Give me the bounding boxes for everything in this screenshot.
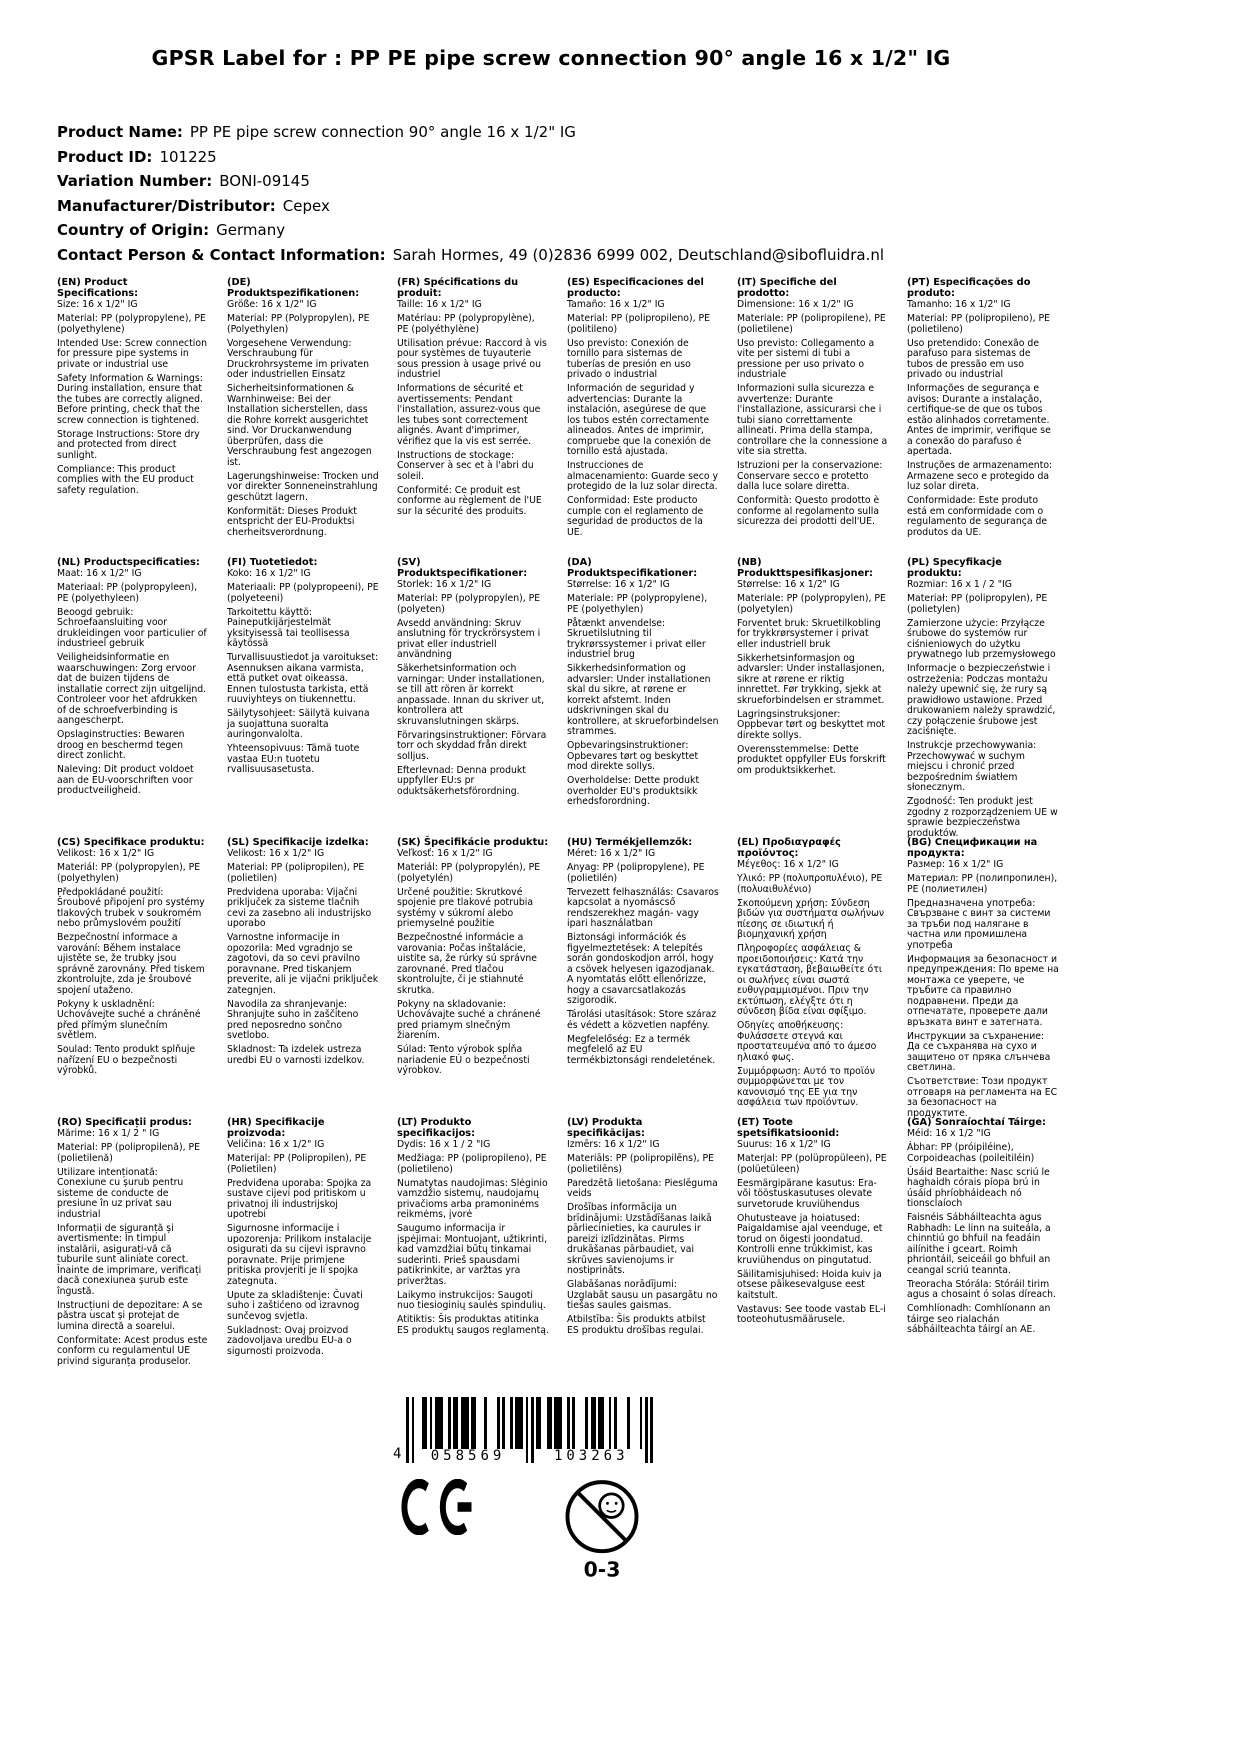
spec-paragraph: Biztonsági információk és figyelmeztetések: A telepítés során gondoskodjon arról, hogy a csövek helyesen igazodjanak. A nyomtatás előtt ellenőrizze, hogy a csavarcsatlakozás szigorodik. bbox=[567, 932, 715, 1007]
spec-heading: (PL) Specyfikacje produktu: bbox=[907, 557, 1002, 580]
spec-paragraph: Anyag: PP (polipropylene), PE (polietilén) bbox=[567, 862, 705, 884]
spec-paragraph: Úsáid Beartaithe: Nasc scriú le haghaidh córais píopa brú in úsáid phríobháideach nó tionsclaíoch bbox=[907, 1166, 1050, 1210]
spec-paragraph: Materiale: PP (polypropylene), PE (polyethylen) bbox=[567, 593, 708, 615]
ce-mark-icon bbox=[401, 1479, 475, 1535]
spec-paragraph: Predvidena uporaba: Vijačni priključek za sisteme tlačnih cevi za zasebno ali industrijsko uporabo bbox=[227, 886, 372, 930]
manufacturer-value: Cepex bbox=[282, 196, 330, 215]
spec-paragraph: Konformität: Dieses Produkt entspricht der EU-Produktsi cherheitsverordnung. bbox=[227, 505, 357, 538]
spec-paragraph: Utilizare intenționată: Conexiune cu șurub pentru sisteme de conducte de presiune în uz privat sau industrial bbox=[57, 1166, 184, 1220]
spec-block-cs bbox=[57, 837, 209, 1117]
spec-paragraph: Størrelse: 16 x 1/2" IG bbox=[567, 579, 670, 591]
spec-paragraph: Tamaño: 16 x 1/2" IG bbox=[567, 299, 665, 311]
spec-paragraph: Säilitamisjuhised: Hoida kuiv ja otsese päikesevalguse eest kaitstult. bbox=[737, 1268, 882, 1301]
spec-paragraph: Información de seguridad y advertencias: Durante la instalación, asegúrese de que los tubos estén correctamente alineados. Antes de imprimir, compruebe que la conexión de tornillo está ajustada. bbox=[567, 383, 711, 458]
spec-block-ro bbox=[57, 1117, 209, 1397]
spec-paragraph: Sigurnosne informacije i upozorenja: Prilikom instalacije osigurati da su cijevi ispravno poravnate. Prije primjene pritiska provjeriti je li spojka zategnuta. bbox=[227, 1223, 372, 1287]
spec-paragraph: Rozmiar: 16 x 1 / 2 "IG bbox=[907, 579, 1012, 591]
spec-paragraph: Koko: 16 x 1/2" IG bbox=[227, 568, 311, 580]
spec-paragraph: Paredzētā lietošana: Pieslēguma veids bbox=[567, 1177, 718, 1200]
spec-paragraph: Numatytas naudojimas: Slėginio vamzdžio sistemų, naudojamų privačioms arba pramoninėms reikmėms, įvorė bbox=[397, 1177, 548, 1221]
spec-paragraph: Upute za skladištenje: Čuvati suho i zaštićeno od izravnog sunčevog svjetla. bbox=[227, 1289, 363, 1322]
spec-paragraph: Материал: PP (полипропилен), PE (полиетилен) bbox=[907, 873, 1058, 895]
spec-paragraph: Veličina: 16 x 1/2" IG bbox=[227, 1139, 325, 1151]
spec-paragraph: Utilisation prévue: Raccord à vis pour systèmes de tuyauterie sous pression à usage privé ou industriel bbox=[397, 337, 547, 381]
contact-label: Contact Person & Contact Information: bbox=[57, 245, 386, 264]
spec-paragraph: Opbevaringsinstruktioner: Opbevares tørt og beskyttet mod direkte sollys. bbox=[567, 740, 699, 773]
spec-block-hr bbox=[227, 1117, 379, 1397]
spec-block-da bbox=[567, 557, 719, 837]
spec-paragraph: Soulad: Tento produkt splňuje nařízení EU o bezpečnosti výrobků. bbox=[57, 1044, 196, 1077]
spec-paragraph: Laikymo instrukcijos: Saugoti nuo tiesioginių saulės spindulių. bbox=[397, 1289, 546, 1312]
spec-paragraph: Storage Instructions: Store dry and protected from direct sunlight. bbox=[57, 428, 200, 461]
spec-paragraph: Material: PP (polipropileno), PE (polietileno) bbox=[907, 313, 1050, 335]
spec-block-fi bbox=[227, 557, 379, 837]
spec-heading: (FI) Tuotetiedot: bbox=[227, 557, 318, 568]
spec-paragraph: Velikost: 16 x 1/2" IG bbox=[227, 848, 325, 860]
compliance-marks bbox=[401, 1479, 1241, 1581]
spec-paragraph: Påtænkt anvendelse: Skruetilslutning til trykrørssystemer i privat eller industriel brug bbox=[567, 617, 706, 661]
spec-block-el bbox=[737, 837, 889, 1117]
spec-paragraph: Atitiktis: Šis produktas atitinka ES produktų saugos reglamentą. bbox=[397, 1314, 549, 1336]
spec-paragraph: Tervezett felhasználás: Csavaros kapcsolat a nyomáscső rendszerekhez magán- vagy ipari használatban bbox=[567, 886, 719, 930]
product-name-row bbox=[57, 120, 1241, 145]
country-of-origin-row bbox=[57, 218, 1241, 243]
spec-paragraph: Zamierzone użycie: Przyłącze śrubowe do systemów rur ciśnieniowych do użytku prywatnego lub przemysłowego bbox=[907, 617, 1056, 661]
spec-paragraph: Veľkosť: 16 x 1/2" IG bbox=[397, 848, 493, 860]
spec-block-sl bbox=[227, 837, 379, 1117]
spec-paragraph: Materijal: PP (Polipropilen), PE (Polietilen) bbox=[227, 1153, 367, 1175]
spec-paragraph: Tárolási utasítások: Store száraz és védett a közvetlen napfény. bbox=[567, 1009, 717, 1031]
spec-paragraph: Informazioni sulla sicurezza e avvertenze: Durante l'installazione, assicurarsi che i tubi siano correttamente allineati. Prima della stampa, controllare che la connessione a vite sia stretta. bbox=[737, 383, 888, 458]
barcode-left-group: 058569 bbox=[430, 1448, 506, 1464]
spec-heading: (ET) Toote spetsifikatsioonid: bbox=[737, 1117, 840, 1140]
spec-paragraph: Materiaali: PP (polypropeeni), PE (polyeteeni) bbox=[227, 582, 379, 604]
spec-paragraph: Size: 16 x 1/2" IG bbox=[57, 299, 138, 311]
spec-heading: (IT) Specifiche del prodotto: bbox=[737, 277, 837, 300]
barcode-right-group: 103263 bbox=[553, 1448, 629, 1464]
spec-paragraph: Οδηγίες αποθήκευσης: Φυλάσσετε στεγνά και προστατευμένα από το άμεσο ηλιακό φως. bbox=[737, 1020, 877, 1063]
spec-paragraph: Overensstemmelse: Dette produktet oppfyller EUs forskrift om produktsikkerhet. bbox=[737, 743, 886, 776]
spec-paragraph: Säilytysohjeet: Säilytä kuivana ja suojattuna suoralta auringonvalolta. bbox=[227, 708, 370, 741]
spec-block-it bbox=[737, 277, 889, 557]
spec-block-en bbox=[57, 277, 209, 557]
spec-paragraph: Izmērs: 16 x 1/2" IG bbox=[567, 1139, 660, 1151]
spec-paragraph: Faisnéis Sábháilteachta agus Rabhadh: Le linn na suiteála, a chinntiú go bhfuil na feadáin ailínithe i gceart. Roimh phriontáil, seiceáil go bhfuil an ceangal scriú teannta. bbox=[907, 1212, 1051, 1276]
spec-paragraph: Σκοπούμενη χρήση: Σύνδεση βιδών για συστήματα σωλήνων πίεσης σε ιδιωτική ή βιομηχανική χρήση bbox=[737, 897, 885, 941]
product-id-value: 101225 bbox=[159, 147, 217, 166]
spec-paragraph: Информация за безопасност и предупреждения: По време на монтажа се уверете, че тръбите са правилно подравнени. Преди да отпечатате, проверете дали връзката винт е затегната. bbox=[907, 953, 1059, 1028]
spec-paragraph: Skladnost: Ta izdelek ustreza uredbi EU o varnosti izdelkov. bbox=[227, 1044, 365, 1066]
spec-block-nl bbox=[57, 557, 209, 837]
contact-row bbox=[57, 243, 1241, 268]
spec-paragraph: Materiāls: PP (polipropilēns), PE (polietilēns) bbox=[567, 1153, 714, 1175]
spec-paragraph: Инструкции за съхранение: Да се съхранява на сухо и защитено от пряка слънчева светлина. bbox=[907, 1030, 1051, 1074]
spec-paragraph: Material: PP (polipropilen), PE (polietilen) bbox=[227, 862, 365, 884]
spec-heading: (PT) Especificações do produto: bbox=[907, 277, 1031, 300]
manufacturer-label: Manufacturer/Distributor: bbox=[57, 196, 276, 215]
spec-paragraph: Materiał: PP (polipropylen), PE (polietylen) bbox=[907, 593, 1048, 615]
spec-paragraph: Opslaginstructies: Bewaren droog en beschermd tegen direct zonlicht. bbox=[57, 729, 185, 762]
spec-paragraph: Μέγεθος: 16 x 1/2" IG bbox=[737, 859, 839, 871]
spec-paragraph: Tarkoitettu käyttö: Paineputkijärjestelmät yksityisessä tai teollisessa käytössä bbox=[227, 606, 350, 650]
spec-paragraph: Predviđena uporaba: Spojka za sustave cijevi pod pritiskom u privatnoj ili industrijskoj upotrebi bbox=[227, 1177, 372, 1221]
manufacturer-row bbox=[57, 194, 1241, 219]
spec-paragraph: Dimensione: 16 x 1/2" IG bbox=[737, 299, 854, 311]
spec-paragraph: Dydis: 16 x 1 / 2 "IG bbox=[397, 1139, 491, 1151]
spec-paragraph: Navodila za shranjevanje: Shranjujte suho in zaščiteno pred neposredno sončno svetlobo. bbox=[227, 998, 359, 1042]
spec-paragraph: Glabāšanas norādījumi: Uzglabāt sausu un pasargātu no tiešas saules gaismas. bbox=[567, 1279, 718, 1312]
spec-paragraph: Materiale: PP (polipropilene), PE (polietilene) bbox=[737, 313, 886, 335]
spec-heading: (RO) Specificații produs: bbox=[57, 1117, 192, 1128]
product-id-row bbox=[57, 145, 1241, 170]
spec-heading: (CS) Specifikace produktu: bbox=[57, 837, 205, 848]
spec-paragraph: Pokyny na skladovanie: Uchovávajte suché a chránené pred priamym slnečným žiarením. bbox=[397, 998, 541, 1042]
spec-paragraph: Informacje o bezpieczeństwie i ostrzeżenia: Podczas montażu należy upewnić się, że rury są prawidłowo ustawione. Przed drukowaniem należy sprawdzić, czy połączenie śrubowe jest zaciśnięte. bbox=[907, 663, 1056, 738]
spec-paragraph: Förvaringsinstruktioner: Förvara torr och skyddad från direkt solljus. bbox=[397, 729, 547, 762]
spec-paragraph: Informações de segurança e avisos: Durante a instalação, certifique-se de que os tubos estão alinhados corretamente. Antes de imprimir, verifique se a conexão do parafuso é apertada. bbox=[907, 383, 1051, 458]
age-warning-label: 0-3 bbox=[583, 1557, 621, 1581]
spec-block-lv bbox=[567, 1117, 719, 1397]
spec-paragraph: Materiale: PP (polypropylen), PE (polyetylen) bbox=[737, 593, 886, 615]
spec-paragraph: Comhlíonadh: Comhlíonann an táirge seo rialachán sábháilteachta táirgí an AE. bbox=[907, 1303, 1051, 1336]
spec-paragraph: Uso previsto: Conexión de tornillo para sistemas de tuberías de presión en uso privado o industrial bbox=[567, 337, 691, 381]
spec-paragraph: Treoracha Stórála: Stóráil tirim agus a chosaint ó solas díreach. bbox=[907, 1278, 1056, 1301]
spec-heading: (LV) Produkta specifikācijas: bbox=[567, 1117, 645, 1140]
spec-paragraph: Overholdelse: Dette produkt overholder EU's produktsikk erhedsforordning. bbox=[567, 775, 700, 808]
spec-heading: (SK) Špecifikácie produktu: bbox=[397, 837, 549, 848]
spec-paragraph: Säkerhetsinformation och varningar: Under installationen, se till att rören är korrekt anpassade. Innan du skriver ut, kontrollera att skruvanslutningen skärps. bbox=[397, 663, 545, 727]
spec-paragraph: Conformité: Ce produit est conforme au règlement de l'UE sur la sécurité des produits. bbox=[397, 484, 542, 517]
spec-block-nb bbox=[737, 557, 889, 837]
spec-paragraph: Συμμόρφωση: Αυτό το προϊόν συμμορφώνεται με τον κανονισμό της ΕΕ για την ασφάλεια των προϊόντων. bbox=[737, 1065, 875, 1109]
spec-paragraph: Materiaal: PP (polypropyleen), PE (polyethyleen) bbox=[57, 582, 198, 604]
spec-paragraph: Turvallisuustiedot ja varoitukset: Asennuksen aikana varmista, että putket ovat oikeassa. Ennen tulostusta tarkista, että ruuviyhteys on tiukennettu. bbox=[227, 652, 379, 706]
spec-paragraph: Mărime: 16 x 1/ 2 " IG bbox=[57, 1128, 160, 1140]
spec-paragraph: Ábhar: PP (próipiléine), Corpoideachas (poileitiléin) bbox=[907, 1142, 1035, 1164]
spec-block-fr bbox=[397, 277, 549, 557]
variation-number-row bbox=[57, 169, 1241, 194]
spec-heading: (ES) Especificaciones del producto: bbox=[567, 277, 704, 300]
spec-paragraph: Uso pretendido: Conexão de parafuso para sistemas de tubos de pressão em uso privado ou industrial bbox=[907, 337, 1040, 381]
spec-paragraph: Suurus: 16 x 1/2" IG bbox=[737, 1139, 831, 1151]
footer bbox=[393, 1397, 1241, 1581]
spec-paragraph: Materjal: PP (polüpropüleen), PE (polüetüleen) bbox=[737, 1153, 887, 1175]
country-of-origin-label: Country of Origin: bbox=[57, 221, 210, 239]
spec-paragraph: Eesmärgipärane kasutus: Era- või tööstuskasutuses olevate survetorude kruviühendus bbox=[737, 1177, 877, 1210]
spec-paragraph: Sikkerhedsinformation og advarsler: Under installationen skal du sikre, at rørene er korrekt afstemt. Inden udskrivningen skal du kontrollere, at skrueforbindelsen strammes. bbox=[567, 663, 719, 738]
spec-paragraph: Bezpečnostní informace a varování: Během instalace ujistěte se, že trubky jsou správně zarovnány. Před tiskem zkontrolujte, zda je šroubové spojení utaženo. bbox=[57, 932, 205, 996]
spec-paragraph: Uso previsto: Collegamento a vite per sistemi di tubi a pressione per uso privato o industriale bbox=[737, 337, 875, 381]
ean-barcode bbox=[393, 1397, 653, 1463]
spec-heading: (SV) Produktspecifikationer: bbox=[397, 557, 528, 580]
spec-block-de bbox=[227, 277, 379, 557]
spec-paragraph: Méid: 16 x 1/2 "IG bbox=[907, 1128, 991, 1140]
spec-heading: (EN) Product Specifications: bbox=[57, 277, 139, 300]
spec-paragraph: Vorgesehene Verwendung: Verschraubung für Druckrohrsysteme im privaten oder industriellen Einsatz bbox=[227, 337, 370, 381]
barcode-first-digit: 4 bbox=[393, 1446, 402, 1462]
spec-paragraph: Informații de siguranță și avertismente: În timpul instalării, asigurați-vă că tuburile sunt aliniate corect. Înainte de imprimare, verificați dacă conexiunea șurub este îngustă. bbox=[57, 1222, 202, 1297]
spec-block-sk bbox=[397, 837, 549, 1117]
spec-block-lt bbox=[397, 1117, 549, 1397]
spec-block-bg bbox=[907, 837, 1059, 1117]
spec-paragraph: Matériau: PP (polypropylène), PE (polyéthylène) bbox=[397, 313, 535, 335]
spec-paragraph: Naleving: Dit product voldoet aan de EU-voorschriften voor productveiligheid. bbox=[57, 764, 194, 797]
spec-paragraph: Drošības informācija un brīdinājumi: Uzstādīšanas laikā pārliecinieties, ka caurules ir pareizi izlīdzinātas. Pirms drukāšanas pārbaudiet, vai skrūves savienojums ir nostiprināts. bbox=[567, 1202, 712, 1277]
spec-heading: (HU) Termékjellemzők: bbox=[567, 837, 693, 848]
spec-paragraph: Størrelse: 16 x 1/2" IG bbox=[737, 579, 840, 591]
spec-heading: (DA) Produktspecifikationer: bbox=[567, 557, 698, 580]
spec-paragraph: Conformidad: Este producto cumple con el reglamento de seguridad de productos de la UE. bbox=[567, 495, 704, 538]
spec-heading: (LT) Produkto specifikacijos: bbox=[397, 1117, 476, 1140]
spec-paragraph: Megfelelőség: Ez a termék megfelelő az EU termékbiztonsági rendeletének. bbox=[567, 1033, 716, 1066]
spec-paragraph: Πληροφορίες ασφάλειας & προειδοποιήσεις: Κατά την εγκατάσταση, βεβαιωθείτε ότι οι σωλήνες είναι σωστά ευθυγραμμισμένοι. Πριν την εκτύπωση, ελέγξτε ότι η σύνδεση βίδα είναι σφίξιμο. bbox=[737, 943, 882, 1018]
spec-paragraph: Veiligheidsinformatie en waarschuwingen: Zorg ervoor dat de buizen tijdens de installatie correct zijn uitgelijnd. Controleer voor het afdrukken of de schroefverbinding is aangescherpt. bbox=[57, 652, 207, 727]
spec-paragraph: Предназначена употреба: Свързване с винт за системи за тръби под налягане в частна или промишлена употреба bbox=[907, 897, 1051, 951]
contact-value: Sarah Hormes, 49 (0)2836 6999 002, Deutschland@sibofluidra.nl bbox=[392, 245, 884, 264]
spec-block-es bbox=[567, 277, 719, 557]
spec-paragraph: Medžiaga: PP (polipropileno), PE (polietileno) bbox=[397, 1153, 547, 1175]
country-of-origin-value: Germany bbox=[216, 221, 286, 239]
spec-paragraph: Safety Information & Warnings: During installation, ensure that the tubes are correctly aligned. Before printing, check that the screw connection is tightened. bbox=[57, 372, 203, 426]
barcode-digits bbox=[406, 1448, 652, 1464]
spec-paragraph: Material: PP (polipropileno), PE (politileno) bbox=[567, 313, 710, 335]
age-warning-0-3-icon bbox=[561, 1479, 643, 1581]
spec-heading: (DE) Produktspezifikationen: bbox=[227, 277, 360, 300]
spec-paragraph: Určené použitie: Skrutkové spojenie pre tlakové potrubia systémy v súkromí alebo priemyselné použitie bbox=[397, 886, 534, 930]
spec-paragraph: Méret: 16 x 1/2" IG bbox=[567, 848, 656, 860]
spec-paragraph: Sukladnost: Ovaj proizvod zadovoljava uredbu EU-a o sigurnosti proizvoda. bbox=[227, 1324, 352, 1357]
spec-paragraph: Taille: 16 x 1/2" IG bbox=[397, 299, 482, 311]
spec-paragraph: Maat: 16 x 1/2" IG bbox=[57, 568, 142, 580]
spec-paragraph: Compliance: This product complies with the EU product safety regulation. bbox=[57, 463, 194, 496]
spec-paragraph: Yhteensopivuus: Tämä tuote vastaa EU:n tuotetu rvallisuusasetusta. bbox=[227, 743, 360, 776]
product-info bbox=[57, 120, 1241, 267]
spec-paragraph: Bezpečnostné informácie a varovania: Počas inštalácie, uistite sa, že rúrky sú správne zarovnané. Pred tlačou skontrolujte, či je stiahnuté skrutka. bbox=[397, 932, 537, 996]
spec-paragraph: Varnostne informacije in opozorila: Med vgradnjo se zagotovi, da so cevi pravilno poravnane. Pred tiskanjem preverite, ali je vijačni priključek zategnjen. bbox=[227, 932, 379, 996]
barcode-main bbox=[406, 1397, 652, 1463]
spec-heading: (HR) Specifikacije proizvoda: bbox=[227, 1117, 325, 1140]
spec-block-et bbox=[737, 1117, 889, 1397]
spec-paragraph: Informations de sécurité et avertissements: Pendant l'installation, assurez-vous que les tubes sont correctement alignés. Avant d'imprimer, vérifiez que la vis est serrée. bbox=[397, 383, 541, 447]
spec-paragraph: Zgodność: Ten produkt jest zgodny z rozporządzeniem UE w sprawie bezpieczeństwa produktów. bbox=[907, 796, 1058, 839]
spec-paragraph: Размер: 16 x 1/2" IG bbox=[907, 859, 1004, 871]
spec-block-pl bbox=[907, 557, 1059, 837]
spec-paragraph: Materiál: PP (polypropylen), PE (polyethylen) bbox=[57, 862, 201, 884]
spec-paragraph: Instruções de armazenamento: Armazene seco e protegido da luz solar direta. bbox=[907, 460, 1053, 493]
spec-block-pt bbox=[907, 277, 1059, 557]
spec-paragraph: Istruzioni per la conservazione: Conservare secco e protetto dalla luce solare diretta. bbox=[737, 460, 883, 493]
spec-block-hu bbox=[567, 837, 719, 1117]
spec-paragraph: Lagringsinstruksjoner: Oppbevar tørt og beskyttet mot direkte sollys. bbox=[737, 708, 886, 741]
spec-paragraph: Súlad: Tento výrobok spĺňa nariadenie EÚ o bezpečnosti výrobkov. bbox=[397, 1044, 530, 1077]
spec-paragraph: Sikkerhetsinformasjon og advarsler: Under installasjonen, sikre at rørene er riktig innrettet. Før trykking, sjekk at skrueforbindelsen er strammet. bbox=[737, 652, 885, 706]
spec-paragraph: Vastavus: See toode vastab EL-i tooteohutusmäärusele. bbox=[737, 1303, 886, 1326]
product-id-label: Product ID: bbox=[57, 147, 153, 166]
spec-paragraph: Conformidade: Este produto está em conformidade com o regulamento de segurança de produtos da UE. bbox=[907, 495, 1048, 538]
spec-paragraph: Velikost: 16 x 1/2" IG bbox=[57, 848, 155, 860]
spec-paragraph: Lagerungshinweise: Trocken und vor direkter Sonneneinstrahlung geschützt lagern. bbox=[227, 470, 379, 503]
spec-paragraph: Efterlevnad: Denna produkt uppfyller EU:s pr oduktsäkerhetsförordning. bbox=[397, 764, 526, 797]
spec-heading: (BG) Спецификации на продукта: bbox=[907, 837, 1038, 860]
spec-paragraph: Předpokládané použití: Šroubové připojení pro systémy tlakových trubek v soukromém nebo průmyslovém použití bbox=[57, 886, 205, 930]
variation-number-label: Variation Number: bbox=[57, 172, 213, 190]
spec-paragraph: Съответствие: Този продукт отговаря на регламента на ЕС за безопасност на продуктите. bbox=[907, 1076, 1058, 1119]
spec-heading: (NL) Productspecificaties: bbox=[57, 557, 200, 568]
spec-paragraph: Conformità: Questo prodotto è conforme al regolamento sulla sicurezza dei prodotti dell'UE. bbox=[737, 495, 880, 528]
spec-heading: (EL) Προδιαγραφές προϊόντος: bbox=[737, 837, 841, 860]
spec-paragraph: Material: PP (polipropilenă), PE (polietilenă) bbox=[57, 1142, 201, 1164]
page-title: GPSR Label for : PP PE pipe screw connection 90° angle 16 x 1/2" IG bbox=[151, 46, 951, 70]
spec-heading: (NB) Produkttspesifikasjoner: bbox=[737, 557, 873, 580]
spec-block-sv bbox=[397, 557, 549, 837]
spec-paragraph: Ohutusteave ja hoiatused: Paigaldamise ajal veenduge, et torud on õigesti joondatud. Kontrolli enne trükkimist, kas kruviühendus on pingutatud. bbox=[737, 1212, 883, 1266]
spec-paragraph: Instrucciones de almacenamiento: Guarde seco y protegido de la luz solar directa. bbox=[567, 460, 718, 493]
spec-paragraph: Υλικό: PP (πολυπροπυλένιο), PE (πολυαιθυλένιο) bbox=[737, 873, 883, 895]
spec-paragraph: Material: PP (Polypropylen), PE (Polyethylen) bbox=[227, 313, 370, 335]
spec-paragraph: Conformitate: Acest produs este conform cu regulamentul UE privind siguranța produselor. bbox=[57, 1334, 208, 1367]
product-name-value: PP PE pipe screw connection 90° angle 16 x 1/2" IG bbox=[189, 123, 576, 141]
spec-paragraph: Pokyny k uskladnění: Uchovávejte suché a chráněné před přímým slunečním světlem. bbox=[57, 998, 201, 1042]
spec-paragraph: Beoogd gebruik: Schroefaansluiting voor drukleidingen voor particulier of industrieel gebruik bbox=[57, 606, 207, 650]
spec-heading: (SL) Specifikacije izdelka: bbox=[227, 837, 369, 848]
spec-paragraph: Instrukcje przechowywania: Przechowywać w suchym miejscu i chronić przed bezpośrednim światłem słonecznym. bbox=[907, 740, 1037, 794]
spec-paragraph: Intended Use: Screw connection for pressure pipe systems in private or industrial use bbox=[57, 337, 207, 370]
spec-paragraph: Material: PP (polypropylene), PE (polyethylene) bbox=[57, 313, 206, 335]
spec-paragraph: Avsedd användning: Skruv anslutning för tryckrörsystem i privat eller industriell användning bbox=[397, 617, 541, 661]
spec-paragraph: Forventet bruk: Skruetilkobling for trykkrørsystemer i privat eller industriell bruk bbox=[737, 617, 881, 650]
spec-paragraph: Instructions de stockage: Conserver à sec et à l'abri du soleil. bbox=[397, 449, 534, 482]
spec-heading: (GA) Sonraíochtaí Táirge: bbox=[907, 1117, 1046, 1128]
spec-paragraph: Tamanho: 16 x 1/2" IG bbox=[907, 299, 1011, 311]
spec-paragraph: Instrucțiuni de depozitare: A se păstra uscat și protejat de lumina directă a soarelui. bbox=[57, 1299, 203, 1332]
spec-paragraph: Sicherheitsinformationen & Warnhinweise: Bei der Installation sicherstellen, dass die Rohre korrekt ausgerichtet sind. Vor Druckanwendung überprüfen, dass die Verschraubung fest angezogen ist. bbox=[227, 383, 372, 468]
spec-heading: (FR) Spécifications du produit: bbox=[397, 277, 519, 300]
spec-paragraph: Atbilstība: Šis produkts atbilst ES produktu drošības regulai. bbox=[567, 1314, 706, 1336]
product-name-label: Product Name: bbox=[57, 123, 183, 141]
variation-number-value: BONI-09145 bbox=[219, 172, 310, 190]
spec-paragraph: Material: PP (polypropylen), PE (polyeten) bbox=[397, 593, 541, 615]
spec-paragraph: Größe: 16 x 1/2" IG bbox=[227, 299, 317, 311]
spec-paragraph: Materiál: PP (polypropylén), PE (polyetylén) bbox=[397, 862, 541, 884]
spec-paragraph: Storlek: 16 x 1/2" IG bbox=[397, 579, 492, 591]
spec-block-ga bbox=[907, 1117, 1059, 1397]
spec-grid bbox=[0, 277, 1241, 1397]
spec-paragraph: Saugumo informacija ir įspėjimai: Montuojant, užtikrinti, kad vamzdžiai būtų tinkamai suderinti. Prieš spausdami patikrinkite, ar varžtas yra priveržtas. bbox=[397, 1223, 548, 1287]
